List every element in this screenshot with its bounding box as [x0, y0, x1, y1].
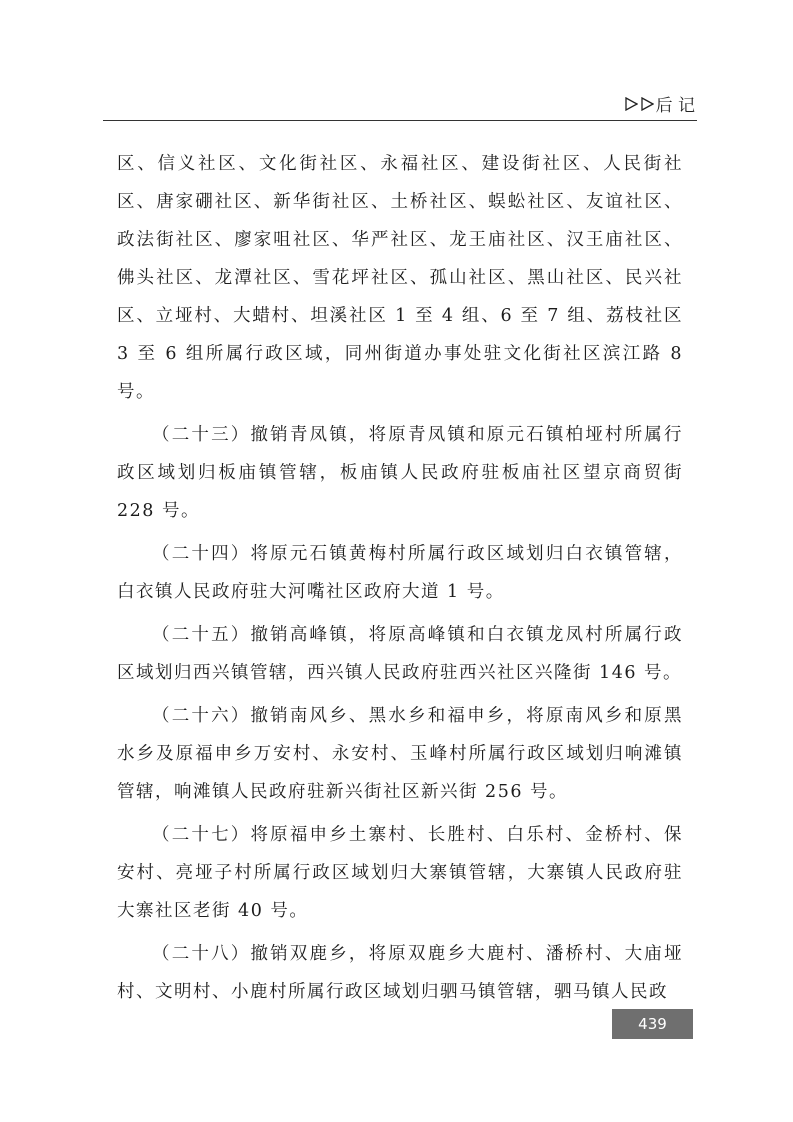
paragraph: （二十六）撤销南风乡、黑水乡和福申乡，将原南风乡和原黑水乡及原福申乡万安村、永安村、玉峰村所属行政区域划归响滩镇管辖，响滩镇人民政府驻新兴街社区新兴街 256 号。 — [117, 706, 683, 802]
paragraph: 区、信义社区、文化街社区、永福社区、建设街社区、人民街社区、唐家硼社区、新华街社区、土桥社区、蜈蚣社区、友谊社区、政法街社区、廖家咀社区、华严社区、龙王庙社区、汉王庙社区、佛头社区、龙潭社区、雪花坪社区、孤山社区、黑山社区、民兴社区、立垭村、大蜡村、坦溪社区 1 至 4 组、6 至 7 组、荔枝社区 3 至 6 组所属行政区域，同州街道办事处驻文化街社区滨江路 8 号。 — [117, 154, 683, 402]
page-number: 439 — [612, 1009, 693, 1039]
header-title: 后 记 — [655, 96, 695, 116]
paragraph: （二十四）将原元石镇黄梅村所属行政区域划归白衣镇管辖，白衣镇人民政府驻大河嘴社区政府大道 1 号。 — [117, 544, 683, 602]
paragraph: （二十八）撤销双鹿乡，将原双鹿乡大鹿村、潘桥村、大庙垭村、文明村、小鹿村所属行政区域划归驷马镇管辖，驷马镇人民政 — [117, 944, 683, 1002]
paragraph: （二十三）撤销青凤镇，将原青凤镇和原元石镇柏垭村所属行政区域划归板庙镇管辖，板庙镇人民政府驻板庙社区望京商贸街 228 号。 — [117, 425, 683, 521]
running-header — [103, 92, 697, 121]
header-label — [624, 91, 695, 116]
play-arrow-icon — [640, 97, 654, 111]
play-arrow-icon — [624, 97, 638, 111]
paragraph: （二十五）撤销高峰镇，将原高峰镇和白衣镇龙凤村所属行政区域划归西兴镇管辖，西兴镇人民政府驻西兴社区兴隆街 146 号。 — [117, 625, 683, 683]
body-text — [117, 145, 683, 1016]
paragraph: （二十七）将原福申乡土寨村、长胜村、白乐村、金桥村、保安村、亮垭子村所属行政区域划归大寨镇管辖，大寨镇人民政府驻大寨社区老街 40 号。 — [117, 825, 683, 921]
